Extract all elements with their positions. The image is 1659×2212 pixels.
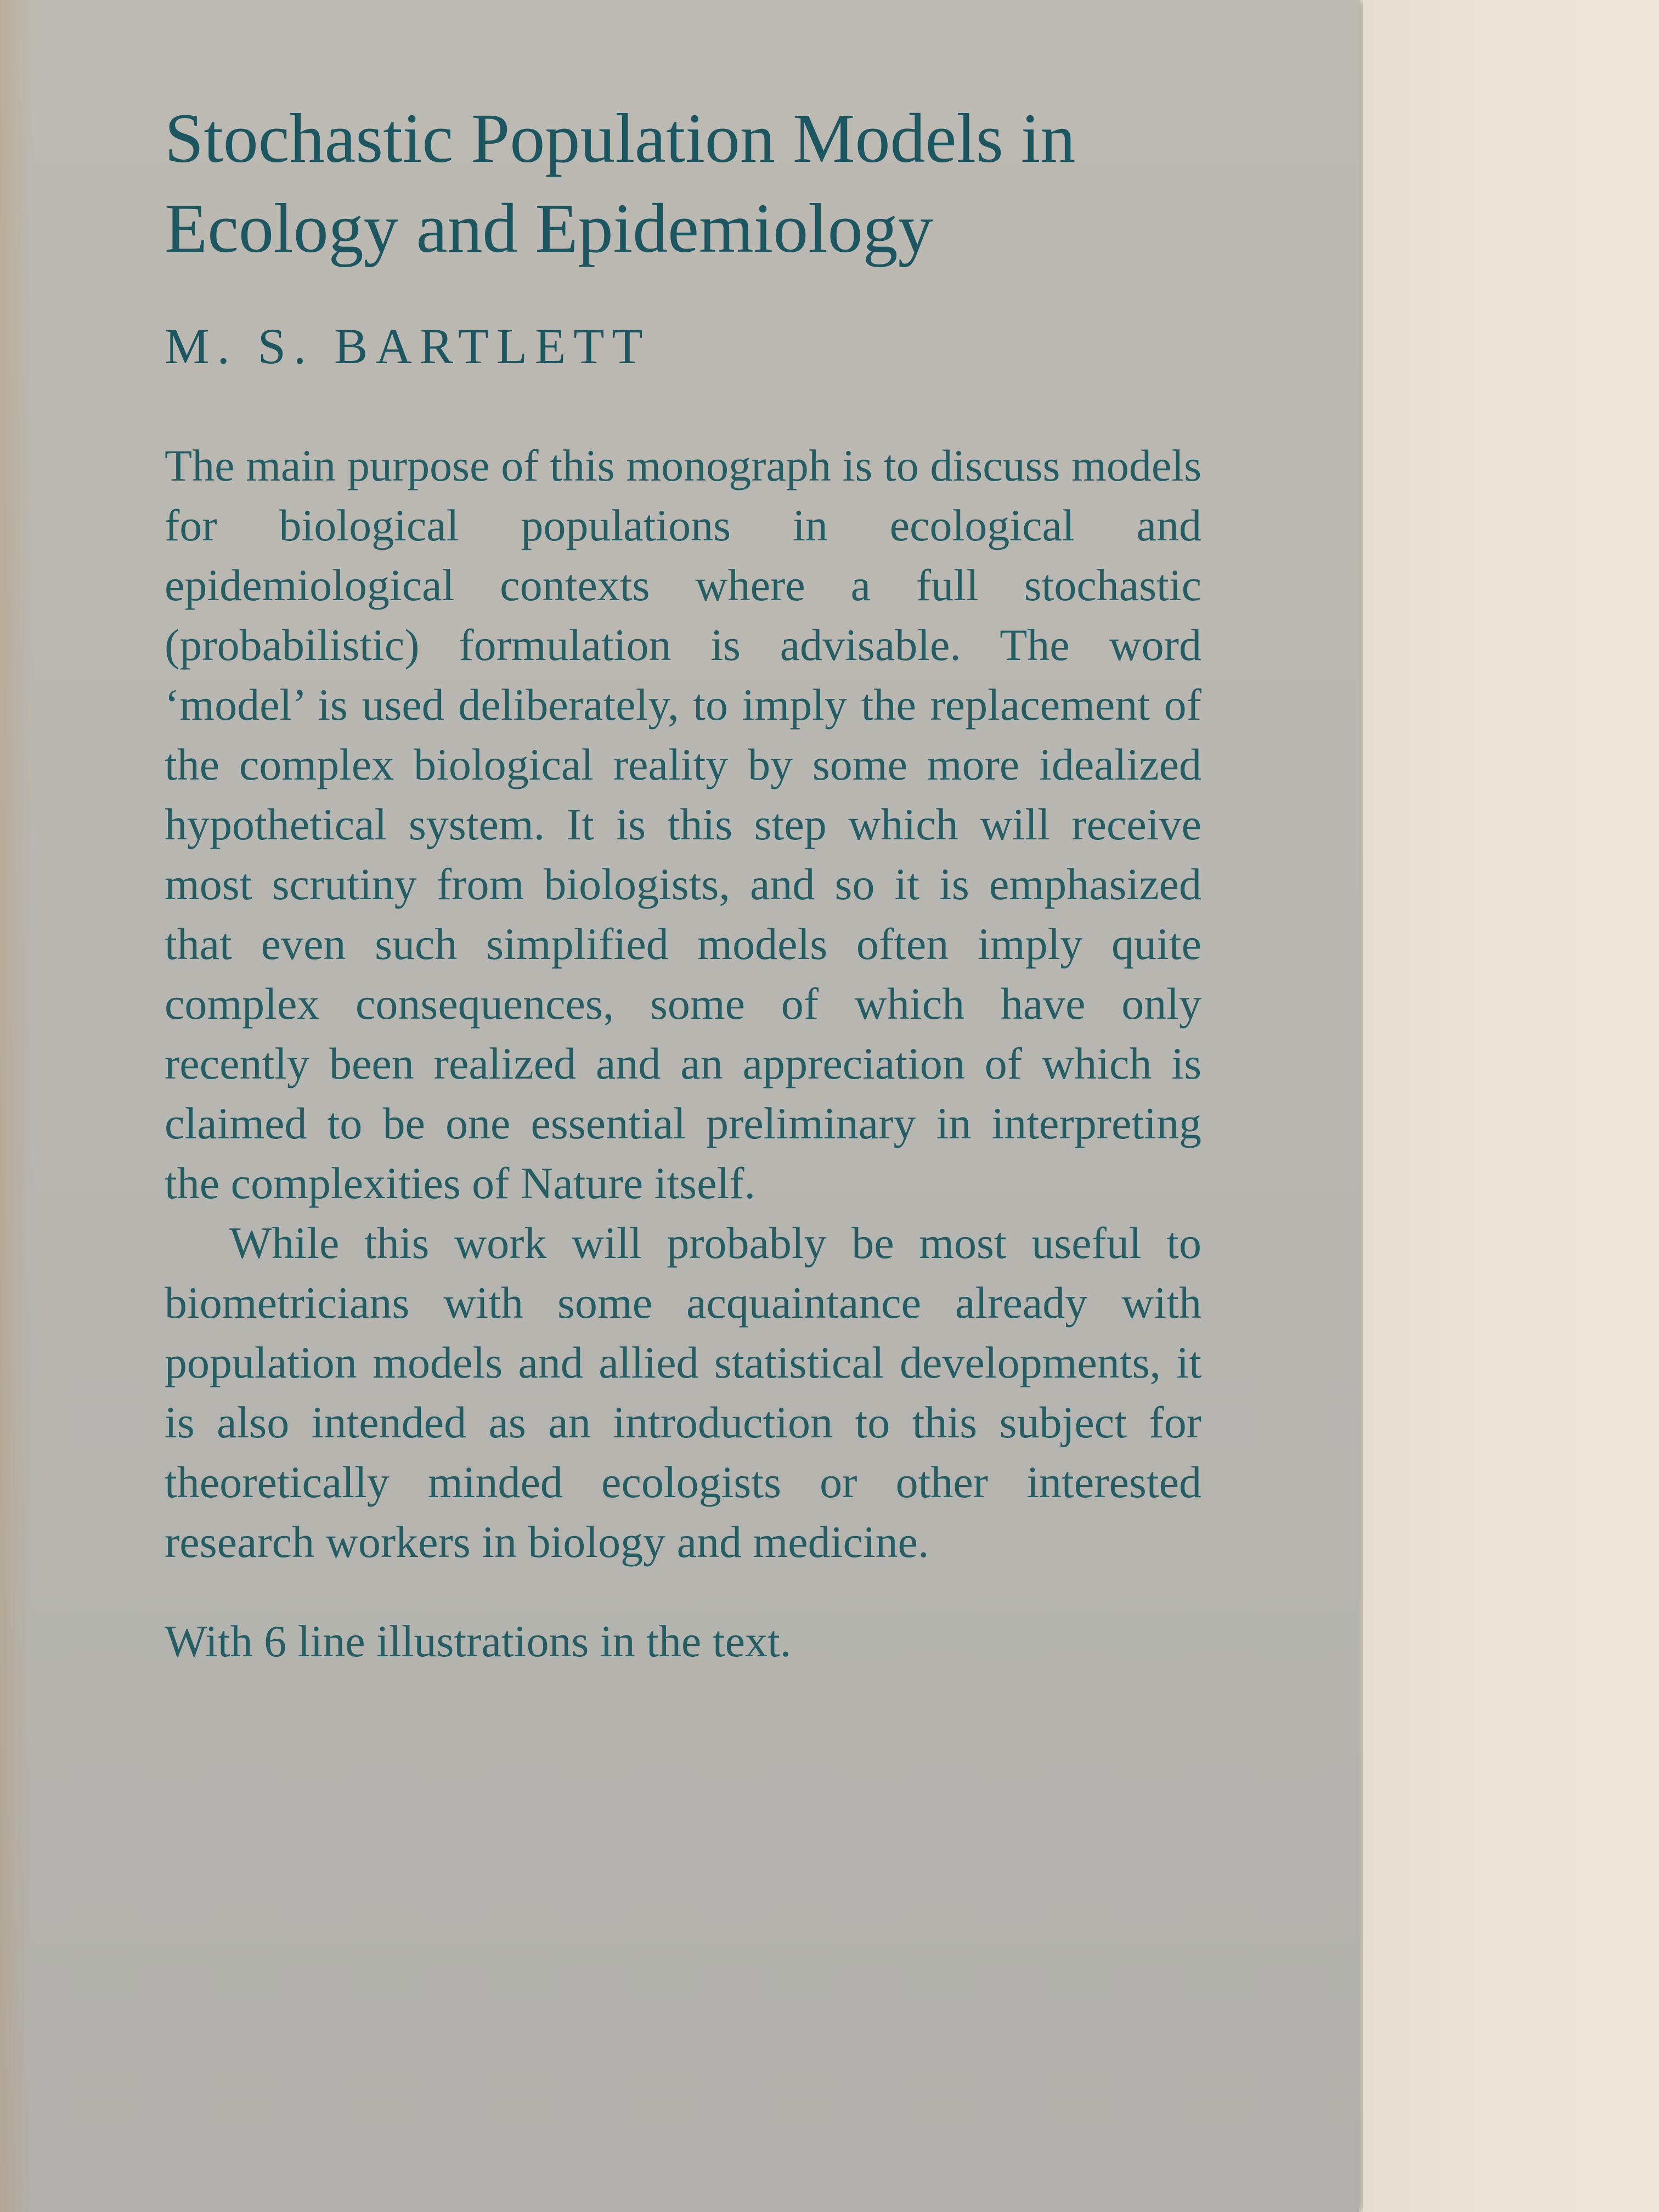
book-description	[165, 436, 1201, 1572]
book-title: Stochastic Population Models in Ecology and Epidemiology	[165, 99, 1076, 267]
book-author: M. S. BARTLETT	[165, 318, 651, 374]
adjacent-page	[1363, 0, 1659, 2212]
flap-edge-stain	[0, 0, 33, 2212]
description-paragraph-2: While this work will probably be most useful to biometricians with some acquaintance already with population models and allied statistical developments, it is also intended as an introduction to this subject for theoretically minded ecologists or other interested research workers in biology and medicine.	[165, 1218, 1201, 1567]
flap-text-block	[165, 93, 1201, 1671]
description-paragraph-1: The main purpose of this monograph is to discuss models for biological populations in ecological and epidemiological contexts where a full stochastic (probabilistic) formulation is advisable. The word ‘model’ is used deliberately, to imply the replacement of the complex biological reality by some more idealized hypothetical system. It is this step which will receive most scrutiny from biologists, and so it is emphasized that even such simplified models often imply quite complex consequences, some of which have only recently been realized and an appreciation of which is claimed to be one essential preliminary in interpreting the complexities of Nature itself.	[165, 441, 1201, 1208]
illustrations-note: With 6 line illustrations in the text.	[165, 1616, 792, 1666]
